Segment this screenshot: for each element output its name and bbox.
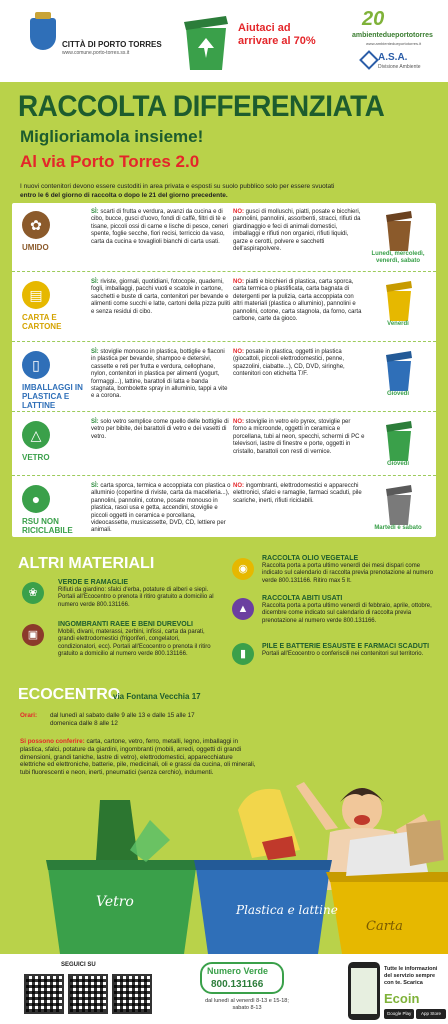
row-no-text bbox=[233, 279, 365, 323]
app-store-badge[interactable]: App Store bbox=[416, 1009, 446, 1019]
trash-bag-icon: ● bbox=[22, 485, 50, 513]
toll-free-label: Numero Verde bbox=[207, 966, 269, 976]
altri-item-title: VERDE E RAMAGLIE bbox=[58, 579, 129, 586]
row-divider bbox=[12, 271, 436, 272]
no-label: NO: bbox=[233, 419, 244, 425]
plastic-bin-label: Plastica e lattine bbox=[236, 903, 338, 917]
row-yes-text bbox=[91, 209, 231, 246]
row-rsu bbox=[12, 479, 436, 543]
page-subtitle: Miglioriamola insieme! bbox=[20, 127, 204, 146]
yes-label: SÌ: bbox=[91, 419, 99, 425]
collection-day: Martedì e sabato bbox=[374, 525, 422, 531]
orari-text: dal lunedì al sabato dalle 9 alle 13 e dalle 15 alle 17 domenica dalle 8 alle 12 bbox=[50, 712, 195, 727]
row-name: VETRO bbox=[22, 453, 50, 462]
orari-label: Orari: bbox=[20, 712, 38, 719]
bottle-can-icon: ▯ bbox=[22, 351, 50, 379]
yes-label: SÌ: bbox=[91, 483, 99, 489]
ecocentro-title: ECOCENTRO bbox=[18, 686, 121, 703]
altri-item-text: Raccolta porta a porta ultimo venerdì dei mesi dispari come indicato sul calendario di raccolta previa prenotazione al numero verde 800.131166. Ritiro max 5 lt. bbox=[262, 563, 434, 584]
yes-list: solo vetro semplice come quello delle bottiglie di vetro per bibite, dei barattoli di vetro e dei vasetti di vetro. bbox=[91, 419, 229, 440]
intro-line-2: entro le 6 del giorno di raccolta o dopo le 21 del giorno precedente. bbox=[20, 191, 228, 199]
phone-screen bbox=[351, 968, 377, 1014]
partner-url[interactable]: www.ambientedueportotorres.it bbox=[366, 41, 422, 46]
row-yes-text bbox=[91, 483, 231, 535]
collection-day: Lunedì, mercoledì, venerdì, sabato bbox=[371, 251, 425, 264]
glass-bottle-icon: △ bbox=[22, 421, 50, 449]
yes-label: SÌ: bbox=[91, 209, 99, 215]
bins-illustration bbox=[0, 780, 448, 954]
follow-us-label: SEGUICI SU bbox=[61, 962, 96, 968]
partner-name: ambientedueportotorres bbox=[352, 32, 433, 39]
city-crest-logo bbox=[30, 18, 56, 50]
altri-item-text: Mobili, divani, materassi, zerbini, infissi, carta da parati, grandi elettrodomestici (frigoriferi, congelatori, condizionatori, ecc). Portali all'Ecocentro o prenota il ritiro gratuito a domicilio al numero verde 800.131166. bbox=[58, 629, 211, 658]
row-plastica bbox=[12, 345, 436, 409]
no-list: posate in plastica, oggetti in plastica (giocattoli, piccoli elettrodomestici, penne, spazzolini, ciabatte...), CD, DVD, siringhe, contenitori con etichetta T/F. bbox=[233, 349, 345, 378]
google-play-badge[interactable]: Google Play bbox=[384, 1009, 414, 1019]
no-list: ingombranti, elettrodomestici e apparecchi elettronici, sfalci e ramaglie, farmaci scaduti, pile scariche, inerti, rifiuti riciclabili. bbox=[233, 483, 362, 504]
yes-label: SÌ: bbox=[91, 349, 99, 355]
green-bin-icon bbox=[180, 14, 232, 72]
toll-free-number[interactable]: 800.131166 bbox=[211, 979, 264, 990]
partner-logo-number: 20 bbox=[362, 8, 385, 30]
plastic-bin bbox=[194, 789, 332, 954]
altri-item-text: Rifiuti da giardino: sfalci d'erba, potature di alberi e siepi. Portali all'Ecocentro o prenota il ritiro gratuito a domicilio al numero verde 800.131166. bbox=[58, 587, 214, 608]
altri-item-title: RACCOLTA OLIO VEGETALE bbox=[262, 555, 359, 562]
help-slogan bbox=[238, 22, 318, 48]
ecocentro-address: via Fontana Vecchia 17 bbox=[113, 692, 201, 701]
row-name: CARTA E CARTONE bbox=[22, 313, 62, 331]
altri-verde bbox=[58, 578, 220, 609]
blue-bin-icon bbox=[383, 349, 415, 393]
page-subtitle-red: Al via Porto Torres 2.0 bbox=[20, 152, 200, 171]
row-no-text bbox=[233, 419, 365, 456]
leaf-icon: ❀ bbox=[22, 582, 44, 604]
row-name: UMIDO bbox=[22, 243, 49, 252]
qr-code-icon[interactable] bbox=[68, 974, 108, 1014]
collection-day: Giovedì bbox=[386, 461, 409, 467]
row-yes-text bbox=[91, 419, 231, 441]
row-no-text bbox=[233, 209, 365, 253]
no-label: NO: bbox=[233, 349, 244, 355]
row-vetro bbox=[12, 415, 436, 479]
grey-bin-icon bbox=[383, 483, 415, 527]
no-list: piatti e bicchieri di plastica, carta sporca, carta termica o plastificata, carta bagnata di detergenti per la pulizia, carta accoppiata con altri materiali (plastica o alluminio), pannolini e pannolini, cotone, carta stagnola, da forno, carta carbone, carte da gioco. bbox=[233, 279, 362, 323]
no-label: NO: bbox=[233, 483, 244, 489]
glass-bin-label: Vetro bbox=[96, 894, 134, 910]
yes-list: carta sporca, termica e accoppiata con plastica o alluminio (copertine di riviste, carta da macelleria...), pannolini, pannolini, cotone, posate monouso in plastica, rasoi usa e getta, accendini, stoviglie e piccoli oggetti in ceramica e porcellana, videocassette, musicassette, DVD, CD, lettiere per animali. bbox=[91, 483, 231, 534]
oil-drop-icon: ◉ bbox=[232, 558, 254, 580]
header bbox=[0, 0, 448, 82]
paper-bin-label: Carta bbox=[366, 919, 403, 934]
apple-core-icon: ✿ bbox=[22, 211, 50, 239]
row-yes-text bbox=[91, 279, 231, 316]
yes-list: scarti di frutta e verdura, avanzi da cucina e di cibo, bucce, gusci d'uovo, fondi di caffè, filtri di tè e tisane, piccoli ossi di carne e lische di pesce, ceneri spente, foglie secche, fiori recisi, terriccio da vaso, carta da cucina e tovaglioli bianchi di carta usati. bbox=[91, 209, 229, 245]
glass-bin bbox=[46, 800, 198, 954]
newspaper-icon: ▤ bbox=[22, 281, 50, 309]
row-divider bbox=[12, 341, 436, 342]
yes-list: stoviglie monouso in plastica, bottiglie e flaconi in plastica per bevande, shampoo e detersivi, cassette e reti per frutta e verdura, cellophane, nylon, contenitori in plastica per alimenti (yogurt, formaggi...), lattine, barattoli di latta e banda stagnata, bombolette spray in alluminio, tappi a vite e a corona. bbox=[91, 349, 228, 400]
help-line-1: Aiutaci ad bbox=[238, 22, 291, 34]
row-divider bbox=[12, 411, 436, 412]
altri-ingombranti bbox=[58, 620, 220, 659]
row-yes-text bbox=[91, 349, 231, 401]
shirt-icon: ▲ bbox=[232, 598, 254, 620]
app-name: Ecoin bbox=[384, 991, 420, 1006]
battery-pill-icon: ▮ bbox=[232, 643, 254, 665]
app-promo-text: Tutte le informazioni del servizio sempre con te. Scarica bbox=[384, 966, 438, 986]
row-name: IMBALLAGGI IN PLASTICA E LATTINE bbox=[22, 383, 83, 410]
tv-icon: ▣ bbox=[22, 624, 44, 646]
altri-title: ALTRI MATERIALI bbox=[18, 555, 155, 572]
intro-line-1: I nuovi contenitori devono essere custoditi in area privata e esposti su suolo pubblico solo per essere svuotati bbox=[20, 183, 335, 190]
city-name: CITTÀ DI PORTO TORRES bbox=[62, 40, 162, 49]
row-no-text bbox=[233, 349, 365, 379]
yes-list: riviste, giornali, quotidiani, fotocopie, quaderni, fogli, imballaggi, pacchi vuoti e scatole in cartone, sacchetti e buste di carta, contenitori per bevande e alimenti come succhi e latte, cartoni della pizza puliti e senza residui di cibo. bbox=[91, 279, 231, 315]
asa-name: A.S.A. bbox=[378, 52, 408, 63]
collection-day: Giovedì bbox=[386, 391, 409, 397]
no-label: NO: bbox=[233, 279, 244, 285]
collection-day: Venerdì bbox=[387, 321, 409, 327]
city-url[interactable]: www.comune.porto-torres.ss.it bbox=[62, 50, 130, 56]
no-list: stoviglie in vetro e/o pyrex, stoviglie per forno a microonde, oggetti in ceramica e porcellana, tubi al neon, specchi, schermi di PC e televisori, lastre di finestre e porte, oggetti in cristallo, barattoli con resti di vernice. bbox=[233, 419, 365, 455]
row-carta bbox=[12, 275, 436, 339]
green-bin-icon bbox=[383, 419, 415, 463]
altri-item-title: INGOMBRANTI RAEE E BENI DUREVOLI bbox=[58, 621, 193, 628]
qr-code-icon[interactable] bbox=[24, 974, 64, 1014]
row-divider bbox=[12, 475, 436, 476]
intro-text bbox=[20, 183, 420, 200]
conferire-text bbox=[20, 738, 260, 777]
altri-item-text: Raccolta porta a porta ultimo venerdì di febbraio, aprile, ottobre, dicembre come indicato sul calendario di raccolta previa prenotazione al numero verde 800.131166. bbox=[262, 603, 432, 624]
altri-abiti bbox=[262, 594, 438, 625]
sorting-panel bbox=[12, 203, 436, 537]
altri-item-text: Portali all'Ecocentro o conferiscili nei contenitori sul territorio. bbox=[262, 651, 424, 657]
row-umido bbox=[12, 205, 436, 269]
yellow-bin-icon bbox=[383, 279, 415, 323]
row-name: RSU NON RICICLABILE bbox=[22, 517, 73, 535]
qr-code-icon[interactable] bbox=[112, 974, 152, 1014]
asa-logo-icon bbox=[359, 50, 379, 70]
help-line-2: arrivare al 70% bbox=[238, 35, 316, 47]
altri-olio bbox=[262, 554, 438, 585]
conferire-list: carta, cartone, vetro, ferro, metalli, legno, imballaggi in plastica, sfalci, potature da giardini, ingombranti (mobili, arredi, oggetti di grandi dimensioni, grandi taniche, lastre di vetro), elettrodomestici, apparecchiature elettriche ed elettroniche, batterie, pile, medicinali, oli e grassi da cucina, oli minerali, tubi fluorescenti e neon, inerti, pneumatici (senza cerchio), indumenti. bbox=[20, 738, 256, 777]
no-label: NO: bbox=[233, 209, 244, 215]
toll-free-hours: dal lunedì al venerdì 8-13 e 15-18; sabato 8-13 bbox=[205, 998, 289, 1011]
asa-sub: Divisione Ambiente bbox=[378, 64, 421, 70]
no-list: gusci di molluschi, piatti, posate e bicchieri, pannolini, pannolini, assorbenti, stracci, rifiuti da giardinaggio e feci di animali domestici, imballaggi e rifiuti non organici, rifiuti liquidi, garze e cerotti, polvere e sacchetti dell'aspirapolvere. bbox=[233, 209, 361, 253]
altri-item-title: PILE E BATTERIE ESAUSTE E FARMACI SCADUTI bbox=[262, 643, 430, 650]
conferire-label: Si possono conferire: bbox=[20, 738, 85, 745]
row-no-text bbox=[233, 483, 365, 505]
yes-label: SÌ: bbox=[91, 279, 99, 285]
page-title: RACCOLTA DIFFERENZIATA bbox=[18, 90, 385, 123]
altri-pile bbox=[262, 642, 438, 658]
altri-item-title: RACCOLTA ABITI USATI bbox=[262, 595, 343, 602]
brown-bin-icon bbox=[383, 209, 415, 253]
